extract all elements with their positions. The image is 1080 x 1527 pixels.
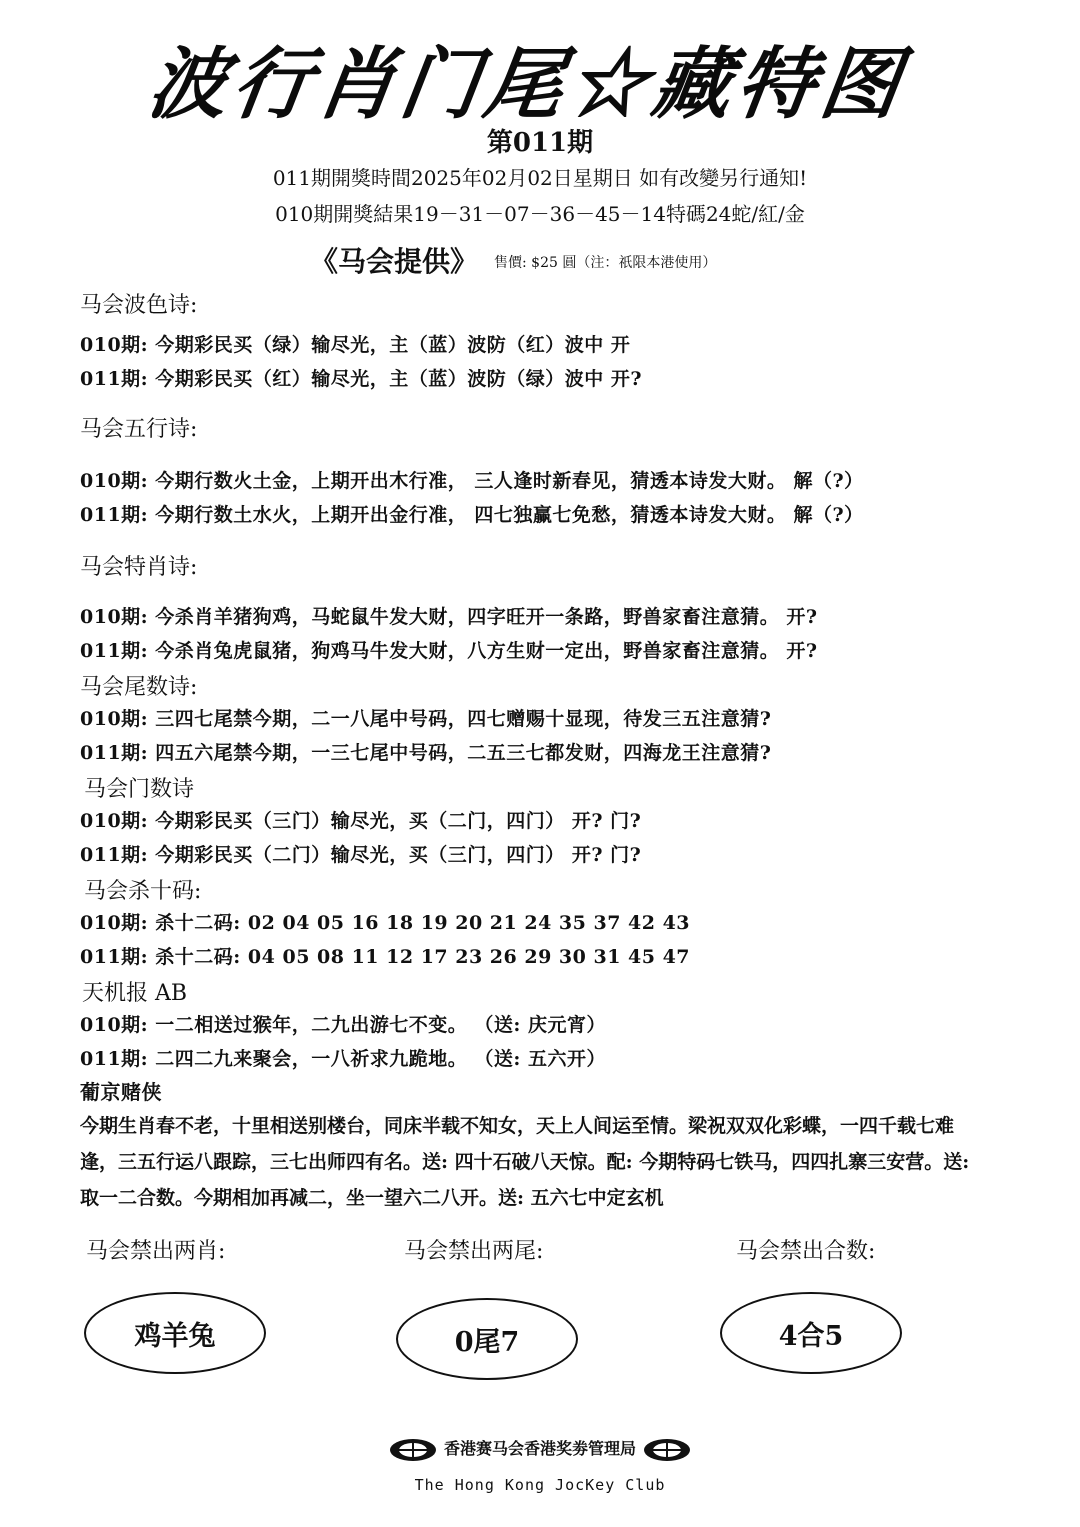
jockey-club-logo-icon — [642, 1437, 692, 1463]
tianji-line-011: 011期: 二四二九来聚会，一八祈求九跪地。 （送: 五六开） — [80, 1048, 607, 1070]
draw-info: 011期開獎時間2025年02月02日星期日 如有改變另行通知! — [272, 166, 808, 190]
section-title-pujing: 葡京赌侠 — [80, 1080, 162, 1104]
jockey-club-logo-icon — [388, 1437, 438, 1463]
color-line-011: 011期: 今期彩民买（红）输尽光，主（蓝）波防（绿）波中 开? — [80, 368, 643, 390]
section-title-kill: 马会杀十码: — [84, 879, 202, 904]
door-line-010: 010期: 今期彩民买（三门）输尽光，买（二门，四门） 开? 门? — [80, 810, 642, 832]
section-title-tianji: 天机报 AB — [82, 981, 188, 1006]
section-title-five: 马会五行诗: — [80, 417, 198, 442]
section-title-zodiac: 马会特肖诗: — [80, 555, 198, 580]
kill-line-011: 011期: 杀十二码: 04 05 08 11 12 17 23 26 29 30 31 45 47 — [80, 946, 691, 968]
tail-line-011: 011期: 四五六尾禁今期，一三七尾中号码，二五三七都发财，四海龙王注意猜? — [80, 742, 772, 764]
result-info: 010期開獎結果19－31－07－36－45－14特碼24蛇/紅/金 — [275, 202, 805, 226]
provider-label: 《马会提供》 — [310, 245, 479, 278]
tianji-line-010: 010期: 一二相送过猴年，二九出游七不变。 （送: 庆元宵） — [80, 1014, 607, 1036]
ban-tail-label: 马会禁出两尾: — [404, 1239, 544, 1264]
footer-cn — [0, 1436, 1080, 1463]
ban-sum-label: 马会禁出合数: — [736, 1239, 876, 1264]
issue-number: 第011期 — [486, 128, 594, 158]
ban-tail-value: 0尾7 — [454, 1326, 520, 1358]
ban-zodiac-ellipse — [84, 1292, 266, 1374]
ban-sum-value: 4合5 — [778, 1320, 844, 1352]
kill-line-010: 010期: 杀十二码: 02 04 05 16 18 19 20 21 24 35 37 42 43 — [80, 912, 691, 934]
door-line-011: 011期: 今期彩民买（二门）输尽光，买（三门，四门） 开? 门? — [80, 844, 642, 866]
zodiac-line-011: 011期: 今杀肖兔虎鼠猪，狗鸡马牛发大财，八方生财一定出，野兽家畜注意猜。 开? — [80, 640, 818, 662]
five-line-010: 010期: 今期行数火土金，上期开出木行准， 三人逢时新春见，猜透本诗发大财。 解（?） — [80, 470, 864, 492]
section-title-tail: 马会尾数诗: — [80, 675, 198, 700]
color-line-010: 010期: 今期彩民买（绿）输尽光，主（蓝）波防（红）波中 开 — [80, 334, 631, 356]
section-title-color: 马会波色诗: — [80, 293, 198, 318]
ban-sum-ellipse — [720, 1292, 902, 1374]
section-title-door: 马会门数诗 — [84, 777, 195, 802]
page-title: 波行肖门尾☆藏特图 — [142, 39, 912, 130]
footer-en: The Hong Kong JocKey Club — [414, 1476, 666, 1494]
tail-line-010: 010期: 三四七尾禁今期，二一八尾中号码，四七赠赐十显现，待发三五注意猜? — [80, 708, 772, 730]
ban-tail-ellipse — [396, 1298, 578, 1380]
zodiac-line-010: 010期: 今杀肖羊猪狗鸡，马蛇鼠牛发大财，四字旺开一条路，野兽家畜注意猜。 开? — [80, 606, 818, 628]
ban-zodiac-label: 马会禁出两肖: — [86, 1239, 226, 1264]
footer-cn-text: 香港赛马会香港奖劵管理局 — [443, 1439, 636, 1458]
price-note: 售價: $25 圓（注：祇限本港使用） — [494, 255, 717, 271]
pujing-paragraph: 今期生肖春不老，十里相送别楼台，同床半载不知女，天上人间运至情。梁祝双双化彩蝶，一四千载七难逢，三五行运八跟踪，三七出师四有名。送: 四十石破八天惊。配: 今期特码七铁马，四四扎寨三安营。送: 取一二合数。今期相加再减二，坐一望六二八开。送: 五六七中定玄机 — [80, 1115, 970, 1209]
ban-zodiac-value: 鸡羊兔 — [134, 1320, 216, 1352]
five-line-011: 011期: 今期行数土水火，上期开出金行准， 四七独赢七免愁，猜透本诗发大财。 解（?） — [80, 504, 864, 526]
